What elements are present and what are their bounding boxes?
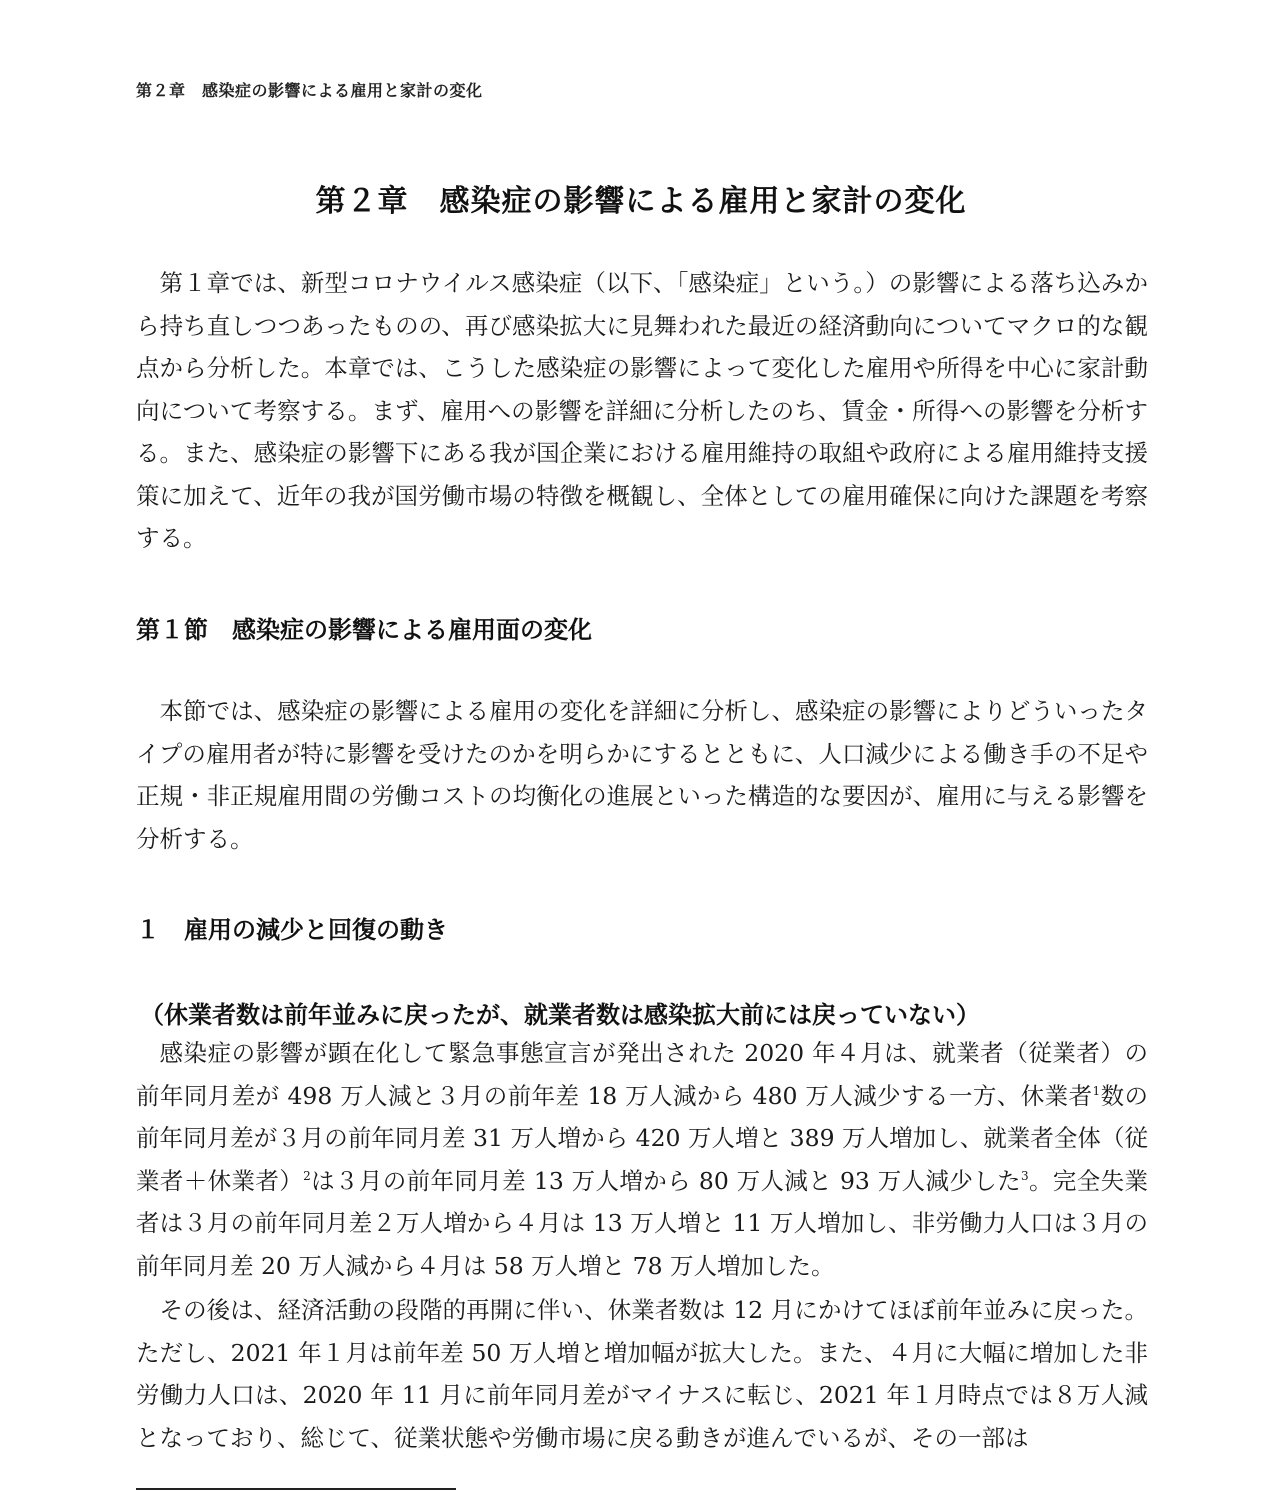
footnote-ref-3[interactable]: 3: [1020, 1168, 1029, 1183]
body-text: 数の前年同月差が３月の前年同月差 31 万人増から 420 万人増と 389 万人増加し、就業者全体（従業者＋休業者）: [136, 1081, 1149, 1195]
body-text: 。完全失業者は３月の前年同月差２万人増から４月は 13 万人増と 11 万人増加し、非労働力人口は３月の前年同月差 20 万人減から４月は 58 万人増と 78 万人増加した。: [136, 1166, 1149, 1280]
intro-paragraph: 第１章では、新型コロナウイルス感染症（以下、「感染症」という。）の影響による落ち込みから持ち直しつつあったものの、再び感染拡大に見舞われた最近の経済動向についてマクロ的な観点から分析した。本章では、こうした感染症の影響によって変化した雇用や所得を中心に家計動向について考察する。まず、雇用への影響を詳細に分析したのち、賃金・所得への影響を分析する。また、感染症の影響下にある我が国企業における雇用維持の取組や政府による雇用維持支援策に加えて、近年の我が国労働市場の特徴を概観し、全体としての雇用確保に向けた課題を考察する。: [136, 269, 1148, 552]
body-paragraph-1: [136, 1032, 1148, 1287]
section-paragraph: 本節では、感染症の影響による雇用の変化を詳細に分析し、感染症の影響によりどういったタイプの雇用者が特に影響を受けたのかを明らかにするとともに、人口減少による働き手の不足や正規・非正規雇用間の労働コストの均衡化の進展といった構造的な要因が、雇用に与える影響を分析する。: [136, 697, 1148, 853]
footnote-ref-1[interactable]: 1: [1092, 1083, 1101, 1098]
body-paragraph-2: その後は、経済活動の段階的再開に伴い、休業者数は 12 月にかけてほぼ前年並みに戻った。ただし、2021 年１月は前年差 50 万人増と増加幅が拡大した。また、４月に大幅に増加した非労働力人口は、2020 年 11 月に前年同月差がマイナスに転じ、2021 年１月時点では８万人減となっており、総じて、従業状態や労働市場に戻る動きが進んでいるが、その一部は: [136, 1296, 1148, 1452]
chapter-title: 第２章 感染症の影響による雇用と家計の変化: [315, 184, 967, 219]
section-heading: 第１節 感染症の影響による雇用面の変化: [136, 616, 592, 644]
subsection-heading: １ 雇用の減少と回復の動き: [136, 916, 448, 944]
footnote-divider: [136, 1488, 456, 1490]
body-text: は３月の前年同月差 13 万人増から 80 万人減と 93 万人減少した: [310, 1166, 1021, 1195]
running-header: 第２章 感染症の影響による雇用と家計の変化: [136, 81, 483, 100]
body-text: 感染症の影響が顕在化して緊急事態宣言が発出された 2020 年４月は、就業者（従業者）の前年同月差が 498 万人減と３月の前年差 18 万人減から 480 万人減少する一方、休業者: [136, 1039, 1148, 1110]
subsection-subheading: （休業者数は前年並みに戻ったが、就業者数は感染拡大前には戻っていない）: [140, 1001, 980, 1029]
footnote-ref-2[interactable]: 2: [303, 1168, 311, 1183]
